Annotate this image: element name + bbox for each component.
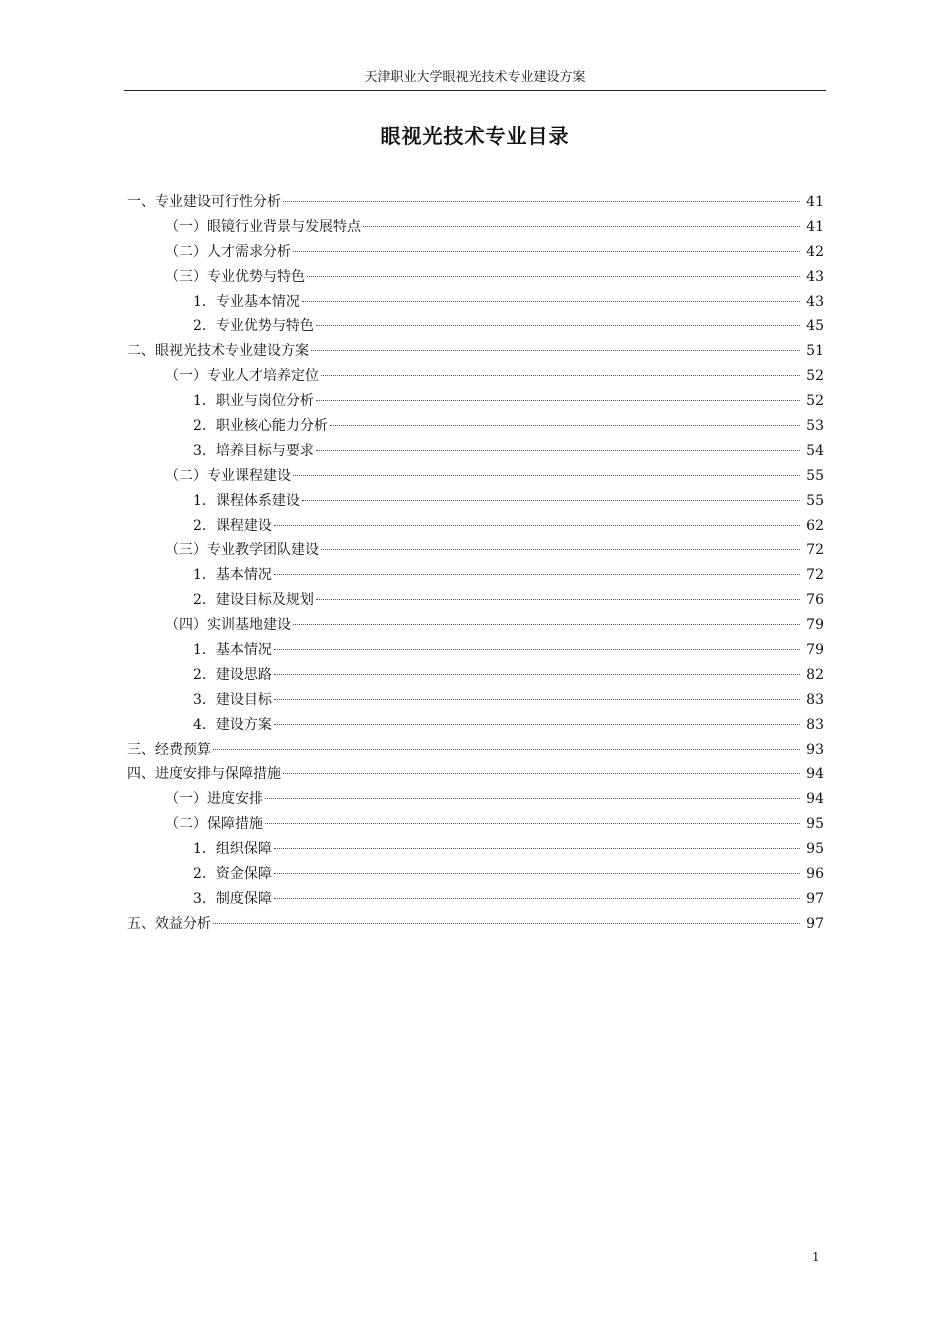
toc-entry[interactable]	[127, 588, 824, 613]
toc-dot-leader	[363, 226, 800, 227]
running-header-title: 天津职业大学眼视光技术专业建设方案	[364, 70, 586, 85]
toc-entry[interactable]	[127, 563, 824, 588]
toc-entry[interactable]	[127, 688, 824, 713]
toc-dot-leader	[330, 425, 800, 426]
toc-entry-page: 43	[806, 268, 824, 285]
toc-entry-page: 72	[806, 542, 824, 559]
toc-entry-page: 52	[806, 368, 824, 385]
toc-entry-page: 41	[806, 218, 824, 235]
toc-entry-label: （三）专业教学团队建设	[165, 542, 319, 559]
toc-entry-page: 97	[806, 915, 824, 932]
toc-entry-page: 45	[806, 318, 824, 335]
toc-entry-page: 55	[806, 492, 824, 509]
toc-entry-label: 1．组织保障	[193, 841, 272, 858]
toc-dot-leader	[316, 325, 800, 326]
toc-entry-label: 2．资金保障	[193, 866, 272, 883]
toc-dot-leader	[213, 749, 800, 750]
toc-entry-label: 二、眼视光技术专业建设方案	[127, 343, 309, 360]
toc-dot-leader	[316, 400, 800, 401]
toc-dot-leader	[274, 574, 800, 575]
toc-dot-leader	[265, 798, 800, 799]
toc-entry-page: 83	[806, 691, 824, 708]
toc-entry-page: 55	[806, 467, 824, 484]
toc-dot-leader	[274, 649, 800, 650]
toc-dot-leader	[274, 873, 800, 874]
toc-dot-leader	[293, 251, 800, 252]
toc-dot-leader	[274, 848, 800, 849]
toc-dot-leader	[302, 500, 800, 501]
toc-entry[interactable]	[127, 240, 824, 265]
toc-dot-leader	[321, 549, 800, 550]
toc-entry-page: 53	[806, 418, 824, 435]
toc-dot-leader	[274, 898, 800, 899]
toc-entry-label: （二）人才需求分析	[165, 243, 291, 260]
toc-entry[interactable]	[127, 389, 824, 414]
toc-dot-leader	[316, 599, 800, 600]
toc-entry-label: 四、进度安排与保障措施	[127, 766, 281, 783]
toc-dot-leader	[293, 475, 800, 476]
toc-entry[interactable]	[127, 414, 824, 439]
toc-entry-label: 4．建设方案	[193, 716, 272, 733]
toc-entry[interactable]	[127, 638, 824, 663]
toc-entry-label: （二）专业课程建设	[165, 467, 291, 484]
toc-entry-page: 79	[806, 642, 824, 659]
toc-entry[interactable]	[127, 190, 824, 215]
toc-entry-label: 1．课程体系建设	[193, 492, 300, 509]
toc-dot-leader	[265, 823, 800, 824]
toc-entry-label: （一）眼镜行业背景与发展特点	[165, 218, 361, 235]
toc-entry-page: 54	[806, 442, 824, 459]
toc-entry[interactable]	[127, 514, 824, 539]
toc-entry[interactable]	[127, 912, 824, 937]
toc-dot-leader	[311, 350, 800, 351]
toc-dot-leader	[307, 276, 800, 277]
toc-dot-leader	[293, 624, 800, 625]
toc-entry[interactable]	[127, 464, 824, 489]
toc-dot-leader	[302, 301, 800, 302]
toc-dot-leader	[213, 923, 800, 924]
toc-dot-leader	[274, 674, 800, 675]
toc-entry-label: 1．基本情况	[193, 642, 272, 659]
toc-entry-label: 一、专业建设可行性分析	[127, 194, 281, 210]
toc-entry[interactable]	[127, 339, 824, 364]
toc-entry-label: （四）实训基地建设	[165, 617, 291, 634]
toc-entry-label: 2．专业优势与特色	[193, 318, 314, 335]
toc-entry-page: 72	[806, 567, 824, 584]
toc-entry-page: 95	[806, 816, 824, 833]
toc-entry[interactable]	[127, 887, 824, 912]
toc-entry-page: 97	[806, 890, 824, 907]
toc-entry-label: 3．建设目标	[193, 691, 272, 708]
toc-entry[interactable]	[127, 489, 824, 514]
toc-dot-leader	[274, 699, 800, 700]
toc-entry-label: 3．培养目标与要求	[193, 442, 314, 459]
toc-entry[interactable]	[127, 862, 824, 887]
toc-entry-page: 93	[806, 741, 824, 758]
toc-entry[interactable]	[127, 812, 824, 837]
toc-entry-label: 1．专业基本情况	[193, 293, 300, 310]
toc-entry-page: 82	[806, 666, 824, 683]
toc-entry-label: 2．建设目标及规划	[193, 592, 314, 609]
toc-entry-label: （一）专业人才培养定位	[165, 368, 319, 385]
toc-entry-page: 79	[806, 617, 824, 634]
page-number: 1	[812, 1250, 820, 1264]
toc-dot-leader	[274, 525, 800, 526]
toc-dot-leader	[316, 450, 800, 451]
toc-entry-page: 76	[806, 592, 824, 609]
toc-entry-page: 95	[806, 841, 824, 858]
toc-entry[interactable]	[127, 837, 824, 862]
toc-entry-label: （一）进度安排	[165, 791, 263, 808]
toc-dot-leader	[321, 375, 800, 376]
toc-entry-page: 62	[806, 517, 824, 534]
toc-entry-page: 51	[806, 343, 824, 360]
toc-entry-page: 41	[806, 194, 824, 210]
toc-entry[interactable]	[127, 265, 824, 290]
toc-entry[interactable]	[127, 290, 824, 315]
toc-entry[interactable]	[127, 738, 824, 763]
toc-entry-label: 2．建设思路	[193, 666, 272, 683]
toc-entry[interactable]	[127, 538, 824, 563]
toc-entry[interactable]	[127, 663, 824, 688]
toc-entry-label: 2．职业核心能力分析	[193, 418, 328, 435]
running-header	[124, 68, 826, 91]
toc-entry-label: （二）保障措施	[165, 816, 263, 833]
toc-dot-leader	[274, 724, 800, 725]
toc-entry[interactable]	[127, 613, 824, 638]
toc-entry-page: 94	[806, 791, 824, 808]
toc-entry[interactable]	[127, 439, 824, 464]
toc-entry-label: 2．课程建设	[193, 517, 272, 534]
toc-dot-leader	[283, 773, 800, 774]
toc-entry[interactable]	[127, 215, 824, 240]
page-title: 眼视光技术专业目录	[380, 124, 570, 148]
toc-entry-label: 1．职业与岗位分析	[193, 393, 314, 410]
toc-entry[interactable]	[127, 713, 824, 738]
toc-entry-page: 83	[806, 716, 824, 733]
toc-entry-page: 43	[806, 293, 824, 310]
toc-entry-page: 94	[806, 766, 824, 783]
toc-entry-label: 3．制度保障	[193, 890, 272, 907]
toc-entry-page: 96	[806, 866, 824, 883]
toc-entry-label: 五、效益分析	[127, 915, 211, 932]
toc-entry-label: 1．基本情况	[193, 567, 272, 584]
table-of-contents	[127, 190, 824, 937]
toc-entry[interactable]	[127, 787, 824, 812]
toc-entry[interactable]	[127, 762, 824, 787]
toc-entry-label: 三、经费预算	[127, 741, 211, 758]
toc-entry-label: （三）专业优势与特色	[165, 268, 305, 285]
toc-dot-leader	[283, 201, 800, 202]
toc-entry-page: 42	[806, 243, 824, 260]
toc-entry[interactable]	[127, 364, 824, 389]
toc-entry[interactable]	[127, 314, 824, 339]
toc-entry-page: 52	[806, 393, 824, 410]
